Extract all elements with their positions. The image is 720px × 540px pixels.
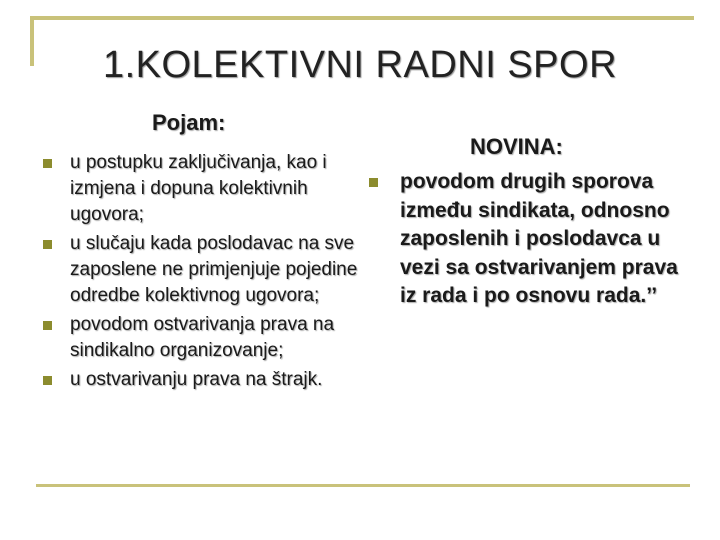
left-bullet-list [40,150,360,396]
list-item-text: u ostvarivanju prava na štrajk. [70,369,323,390]
slide-title: 1.KOLEKTIVNI RADNI SPOR [102,44,618,86]
list-item [40,367,360,393]
right-heading: NOVINA: [470,134,563,159]
square-bullet-icon [369,178,378,187]
left-heading: Pojam: [152,110,226,135]
list-item [40,150,360,228]
right-bullet-list [365,168,695,314]
list-item-text: u postupku zaključivanja, kao i izmjena i dopuna kolektivnih ugovora; [70,152,327,225]
list-item-text: povodom drugih sporova između sindikata, odnosno zaposlenih i poslodavca u vezi sa ostvarivanjem prava iz rada i po osnovu rada.’’ [400,170,678,308]
frame-bottom-line [36,484,690,487]
list-item-text: u slučaju kada poslodavac na sve zaposlene ne primjenjuje pojedine odredbe kolektivnog ugovora; [70,233,358,306]
list-item [365,168,695,311]
square-bullet-icon [43,321,52,330]
square-bullet-icon [43,240,52,249]
list-item [40,231,360,309]
list-item [40,312,360,364]
square-bullet-icon [43,376,52,385]
frame-top-line [30,16,694,20]
square-bullet-icon [43,159,52,168]
list-item-text: povodom ostvarivanja prava na sindikalno organizovanje; [70,314,335,361]
